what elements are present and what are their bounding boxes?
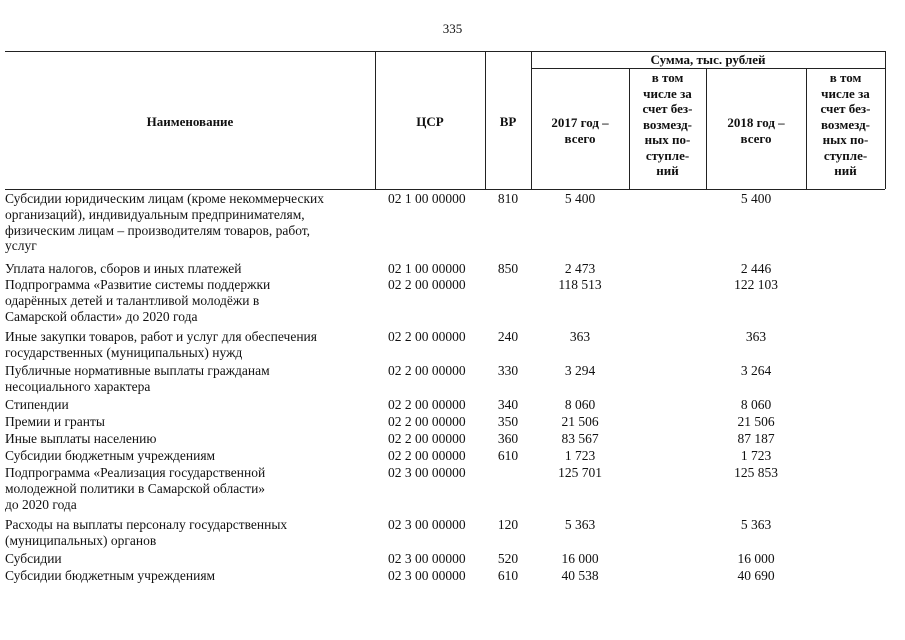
row-sum-2018: 87 187 xyxy=(737,431,775,446)
row-sum-2018: 16 000 xyxy=(737,551,775,566)
row-name: Субсидии бюджетным учреждениям xyxy=(5,568,216,583)
row-sum-2017: 5 400 xyxy=(564,191,596,206)
row-name: Уплата налогов, сборов и иных платежей xyxy=(5,261,242,276)
row-vr: 610 xyxy=(497,568,519,583)
header-sum-group: Сумма, тыс. рублей xyxy=(650,52,766,67)
row-sum-2018: 1 723 xyxy=(740,448,772,463)
header-vr: ВР xyxy=(499,114,517,129)
row-vr: 340 xyxy=(497,397,519,412)
row-name: Субсидии бюджетным учреждениям xyxy=(5,448,216,463)
row-csr: 02 3 00 00000 xyxy=(388,517,466,532)
row-vr: 330 xyxy=(497,363,519,378)
row-name: Субсидии xyxy=(5,551,62,566)
row-vr: 520 xyxy=(497,551,519,566)
row-sum-2018: 3 264 xyxy=(740,363,772,378)
row-csr: 02 2 00 00000 xyxy=(388,277,466,292)
row-name: Расходы на выплаты персоналу государственных (муниципальных) органов xyxy=(5,517,288,548)
row-sum-2017: 83 567 xyxy=(561,431,599,446)
row-name: Премии и гранты xyxy=(5,414,105,429)
row-sum-2017: 2 473 xyxy=(564,261,596,276)
header-2018-total: 2018 год – всего xyxy=(727,115,785,146)
row-sum-2018: 2 446 xyxy=(740,261,772,276)
row-vr: 850 xyxy=(497,261,519,276)
row-vr: 610 xyxy=(497,448,519,463)
header-csr: ЦСР xyxy=(416,114,444,129)
row-csr: 02 2 00 00000 xyxy=(388,329,466,344)
row-sum-2017: 8 060 xyxy=(564,397,596,412)
row-name: Стипендии xyxy=(5,397,69,412)
row-sum-2017: 118 513 xyxy=(558,277,602,292)
row-csr: 02 2 00 00000 xyxy=(388,414,466,429)
row-sum-2017: 125 701 xyxy=(558,465,602,480)
row-name: Подпрограмма «Реализация государственной молодежной политики в Самарской области» до 2020 года xyxy=(5,465,266,512)
row-name: Публичные нормативные выплаты гражданам несоциального характера xyxy=(5,363,270,394)
row-sum-2018: 8 060 xyxy=(740,397,772,412)
row-sum-2018: 363 xyxy=(745,329,767,344)
row-vr: 350 xyxy=(497,414,519,429)
row-csr: 02 1 00 00000 xyxy=(388,261,466,276)
row-sum-2017: 1 723 xyxy=(564,448,596,463)
row-csr: 02 2 00 00000 xyxy=(388,448,466,463)
header-bottom-rule xyxy=(5,189,885,190)
row-csr: 02 1 00 00000 xyxy=(388,191,466,206)
row-csr: 02 2 00 00000 xyxy=(388,431,466,446)
header-right-edge xyxy=(885,51,886,189)
row-vr: 120 xyxy=(497,517,519,532)
table-header xyxy=(0,0,905,190)
row-csr: 02 3 00 00000 xyxy=(388,465,466,480)
row-sum-2018: 125 853 xyxy=(734,465,778,480)
row-name: Иные закупки товаров, работ и услуг для обеспечения государственных (муниципальных) нужд xyxy=(5,329,317,360)
row-vr: 360 xyxy=(497,431,519,446)
row-sum-2018: 5 363 xyxy=(740,517,772,532)
row-sum-2018: 21 506 xyxy=(737,414,775,429)
header-name: Наименование xyxy=(146,114,234,129)
row-sum-2017: 16 000 xyxy=(561,551,599,566)
row-sum-2017: 21 506 xyxy=(561,414,599,429)
header-2017-grants: в том числе за счет без- возмезд- ных по- ступле- ний xyxy=(642,70,693,178)
row-name: Иные выплаты населению xyxy=(5,431,157,446)
page-number: 335 xyxy=(442,21,463,36)
sum-group-rule xyxy=(531,68,885,69)
row-sum-2017: 5 363 xyxy=(564,517,596,532)
row-sum-2018: 122 103 xyxy=(734,277,778,292)
row-sum-2018: 40 690 xyxy=(737,568,775,583)
row-csr: 02 3 00 00000 xyxy=(388,568,466,583)
row-vr: 240 xyxy=(497,329,519,344)
row-vr: 810 xyxy=(497,191,519,206)
row-sum-2017: 40 538 xyxy=(561,568,599,583)
row-sum-2018: 5 400 xyxy=(740,191,772,206)
row-name: Подпрограмма «Развитие системы поддержки одарённых детей и талантливой молодёжи в Самарской области» до 2020 года xyxy=(5,277,271,324)
row-csr: 02 2 00 00000 xyxy=(388,363,466,378)
header-2018-grants: в том числе за счет без- возмезд- ных по- ступле- ний xyxy=(820,70,871,178)
row-sum-2017: 363 xyxy=(569,329,591,344)
row-name: Субсидии юридическим лицам (кроме некоммерческих организаций), индивидуальным предпринимателям, физическим лицам – производителям товаров, работ, услуг xyxy=(5,191,325,254)
row-csr: 02 3 00 00000 xyxy=(388,551,466,566)
row-sum-2017: 3 294 xyxy=(564,363,596,378)
header-2017-total: 2017 год – всего xyxy=(551,115,609,146)
row-csr: 02 2 00 00000 xyxy=(388,397,466,412)
